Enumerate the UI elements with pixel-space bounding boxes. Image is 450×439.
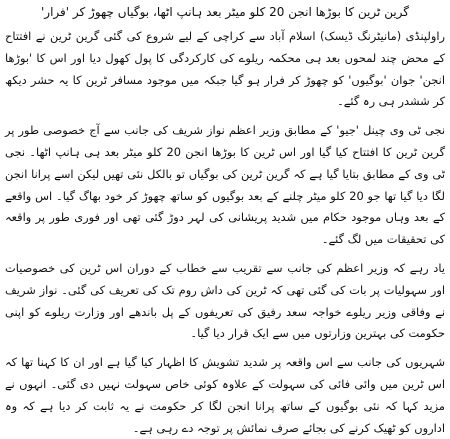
article-headline: گرین ٹرین کا بوڑھا انجن 20 کلو میٹر بعد ہانپ اٹھا، بوگیاں چھوڑ کر 'فرار' (40, 5, 410, 19)
article-paragraph: راولپنڈی (مانیٹرنگ ڈیسک) اسلام آباد سے کراچی کے لیے شروع کی گئی گرین ٹرین نے افتتاح کے محض چند لمحوں بعد ہی محکمہ ریلوے کی کارکردگی کا پول کھول دیا اور اس کا 'بوڑھا انجن' جوان 'بوگیوں' کو چھوڑ کر فرار ہو گیا جبکہ میں موجود مسافر ٹرین کا یہ حشر دیکھ کر ششدر ہی رہ گئے۔ (5, 29, 445, 109)
article-paragraph: نجی ٹی وی چینل 'جیو' کے مطابق وزیر اعظم نواز شریف کی جانب سے آج خصوصی طور پر گرین ٹرین کا افتتاح کیا گیا اور اس ٹرین کا بوڑھا انجن 20 کلو میٹر بعد ہی ہانپ اٹھا۔ نجی ٹی وی کے مطابق بتایا گیا ہے کہ گرین ٹرین کی بوگیاں تو بالکل نئی تھیں لیکن اسے پرانا انجن لگا دیا گیا تھا جو 20 کلو میٹر چلنے کے بعد بوگیوں کو ساتھ چھوڑ کر خود بھاگ گیا۔ اس واقعے کے بعد وہاں موجود حکام میں شدید پریشانی کی لہر دوڑ گئی تھی اور فوری طور پر واقعہ کی تحقیقات میں لگ گئے۔ (5, 123, 445, 247)
article-paragraph: یاد رہے کہ وزیر اعظم کی جانب سے تقریب سے خطاب کے دوران اس ٹرین کی خصوصیات اور سہولیات پر بات کی گئی تھی کہ ٹرین کی داش روم تک کی تعریف کی گئی۔ نواز شریف نے وفاقی وزیر ریلوے خواجہ سعد رفیق کی تعریفوں کے پل باندھے اور وزارت ریلوے کو اپنی حکومت کی بہترین وزارتوں میں سے ایک قرار دیا گیا۔ (5, 260, 445, 341)
article-paragraph: شہریوں کی جانب سے اس واقعہ پر شدید تشویش کا اظہار کیا گیا ہے اور ان کا کہنا تھا کہ اس ٹرین میں وائی فائی کی سہولت کے علاوہ کوئی خاص سہولت نہیں دی گئی۔ انہوں نے مزید کہا کہ نئی بوگیوں کے ساتھ پرانا انجن لگا کر حکومت نے یہ ثابت کر دیا ہے کہ وہ اداروں کو ٹھیک کرنے کی بجائے صرف نمائش پر توجہ دے رہی ہے۔ (5, 355, 445, 435)
